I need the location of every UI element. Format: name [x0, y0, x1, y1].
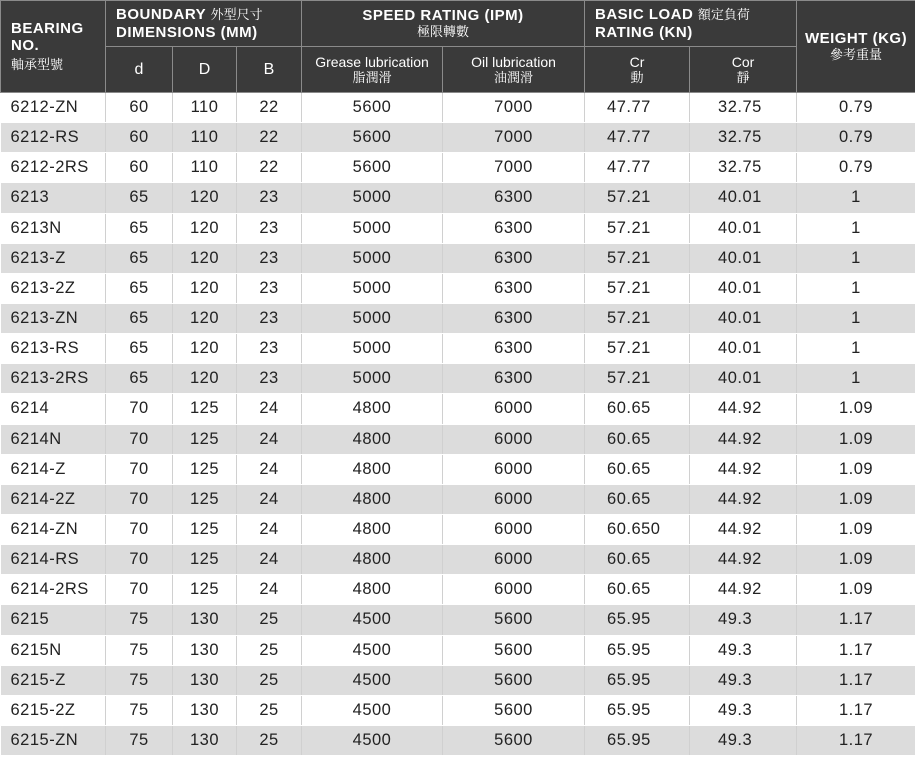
header-bearing-no-en: BEARING NO. [11, 20, 84, 54]
cell-bearing-no: 6215-Z [1, 665, 106, 695]
cell-grease-speed: 4800 [302, 575, 443, 605]
cell-static-load-cor: 49.3 [690, 635, 797, 665]
cell-dynamic-load-cr: 60.65 [585, 394, 690, 424]
cell-outer-diameter-D: 120 [173, 303, 237, 333]
header-bearing-no-zh: 軸承型號 [11, 57, 64, 72]
cell-static-load-cor: 40.01 [690, 303, 797, 333]
cell-outer-diameter-D: 120 [173, 213, 237, 243]
cell-bearing-no: 6215 [1, 605, 106, 635]
cell-dynamic-load-cr: 60.650 [585, 514, 690, 544]
cell-outer-diameter-D: 125 [173, 454, 237, 484]
cell-static-load-cor: 40.01 [690, 334, 797, 364]
cell-bore-d: 70 [106, 514, 173, 544]
cell-bearing-no: 6212-ZN [1, 93, 106, 123]
cell-width-B: 22 [237, 93, 302, 123]
cell-width-B: 24 [237, 484, 302, 514]
header-d: d [106, 47, 173, 93]
cell-weight: 1.09 [797, 545, 915, 575]
cell-static-load-cor: 40.01 [690, 213, 797, 243]
cell-grease-speed: 5600 [302, 123, 443, 153]
cell-outer-diameter-D: 120 [173, 243, 237, 273]
cell-grease-speed: 5000 [302, 273, 443, 303]
header-D: D [173, 47, 237, 93]
cell-grease-speed: 4800 [302, 514, 443, 544]
cell-width-B: 25 [237, 665, 302, 695]
cell-bearing-no: 6213-2RS [1, 364, 106, 394]
table-row [1, 545, 915, 575]
cell-oil-speed: 6300 [443, 364, 585, 394]
header-boundary-en1: BOUNDARY [116, 6, 207, 23]
cell-width-B: 22 [237, 153, 302, 183]
table-row [1, 665, 915, 695]
cell-static-load-cor: 44.92 [690, 575, 797, 605]
cell-weight: 0.79 [797, 93, 915, 123]
table-row [1, 273, 915, 303]
table-row [1, 334, 915, 364]
header-cor [690, 47, 797, 93]
table-row [1, 183, 915, 213]
cell-grease-speed: 5600 [302, 93, 443, 123]
cell-static-load-cor: 49.3 [690, 725, 797, 755]
cell-bearing-no: 6215-2Z [1, 695, 106, 725]
cell-bore-d: 60 [106, 153, 173, 183]
cell-width-B: 24 [237, 514, 302, 544]
cell-oil-speed: 5600 [443, 665, 585, 695]
cell-outer-diameter-D: 120 [173, 183, 237, 213]
cell-oil-speed: 5600 [443, 725, 585, 755]
cell-bore-d: 70 [106, 484, 173, 514]
cell-width-B: 23 [237, 364, 302, 394]
header-oil-zh: 油潤滑 [494, 69, 534, 85]
header-cor-en: Cor [731, 53, 755, 70]
header-cr-zh: 動 [630, 69, 644, 85]
cell-static-load-cor: 40.01 [690, 273, 797, 303]
cell-weight: 0.79 [797, 153, 915, 183]
cell-oil-speed: 6300 [443, 303, 585, 333]
header-speed-zh: 極限轉數 [417, 24, 470, 39]
cell-dynamic-load-cr: 47.77 [585, 93, 690, 123]
cell-dynamic-load-cr: 57.21 [585, 364, 690, 394]
table-row [1, 725, 915, 755]
cell-grease-speed: 4500 [302, 695, 443, 725]
cell-bore-d: 75 [106, 605, 173, 635]
header-load-en2: RATING (KN) [595, 24, 693, 41]
cell-grease-speed: 4800 [302, 454, 443, 484]
cell-weight: 1 [797, 303, 915, 333]
cell-static-load-cor: 40.01 [690, 364, 797, 394]
cell-dynamic-load-cr: 57.21 [585, 303, 690, 333]
cell-oil-speed: 6000 [443, 454, 585, 484]
cell-width-B: 24 [237, 454, 302, 484]
cell-bearing-no: 6214N [1, 424, 106, 454]
cell-width-B: 23 [237, 213, 302, 243]
cell-bore-d: 75 [106, 635, 173, 665]
cell-bearing-no: 6213-ZN [1, 303, 106, 333]
cell-outer-diameter-D: 125 [173, 484, 237, 514]
header-cor-zh: 靜 [736, 69, 750, 85]
cell-outer-diameter-D: 125 [173, 514, 237, 544]
cell-outer-diameter-D: 130 [173, 635, 237, 665]
cell-outer-diameter-D: 110 [173, 153, 237, 183]
cell-outer-diameter-D: 130 [173, 605, 237, 635]
cell-width-B: 25 [237, 725, 302, 755]
cell-bore-d: 65 [106, 364, 173, 394]
cell-oil-speed: 6000 [443, 575, 585, 605]
cell-dynamic-load-cr: 60.65 [585, 575, 690, 605]
table-row [1, 364, 915, 394]
cell-outer-diameter-D: 125 [173, 545, 237, 575]
table-body [1, 93, 915, 756]
cell-width-B: 24 [237, 424, 302, 454]
cell-bearing-no: 6212-2RS [1, 153, 106, 183]
cell-bore-d: 75 [106, 725, 173, 755]
header-weight [797, 1, 915, 93]
cell-oil-speed: 6000 [443, 545, 585, 575]
cell-bore-d: 75 [106, 695, 173, 725]
cell-oil-speed: 6300 [443, 334, 585, 364]
cell-static-load-cor: 49.3 [690, 695, 797, 725]
cell-dynamic-load-cr: 60.65 [585, 454, 690, 484]
cell-weight: 1.17 [797, 635, 915, 665]
header-speed [302, 1, 585, 47]
cell-weight: 1 [797, 273, 915, 303]
cell-grease-speed: 5000 [302, 303, 443, 333]
cell-dynamic-load-cr: 60.65 [585, 424, 690, 454]
table-row [1, 454, 915, 484]
cell-outer-diameter-D: 120 [173, 334, 237, 364]
cell-dynamic-load-cr: 65.95 [585, 695, 690, 725]
cell-bore-d: 65 [106, 243, 173, 273]
header-cr [585, 47, 690, 93]
cell-grease-speed: 5600 [302, 153, 443, 183]
cell-outer-diameter-D: 120 [173, 364, 237, 394]
cell-static-load-cor: 44.92 [690, 394, 797, 424]
cell-grease-speed: 4500 [302, 725, 443, 755]
header-boundary [106, 1, 302, 47]
cell-bore-d: 70 [106, 394, 173, 424]
cell-grease-speed: 5000 [302, 334, 443, 364]
cell-oil-speed: 6300 [443, 213, 585, 243]
cell-weight: 1 [797, 183, 915, 213]
header-weight-en: WEIGHT (KG) [804, 30, 908, 47]
table-row [1, 394, 915, 424]
header-grease-en: Grease lubrication [315, 53, 429, 70]
table-row [1, 93, 915, 123]
cell-weight: 1.17 [797, 665, 915, 695]
cell-oil-speed: 6300 [443, 183, 585, 213]
cell-width-B: 23 [237, 303, 302, 333]
cell-static-load-cor: 40.01 [690, 183, 797, 213]
cell-grease-speed: 4500 [302, 665, 443, 695]
cell-weight: 1 [797, 334, 915, 364]
header-load-en1: BASIC LOAD [595, 6, 694, 23]
header-grease [302, 47, 443, 93]
cell-dynamic-load-cr: 60.65 [585, 545, 690, 575]
cell-dynamic-load-cr: 57.21 [585, 183, 690, 213]
cell-dynamic-load-cr: 57.21 [585, 273, 690, 303]
cell-width-B: 23 [237, 334, 302, 364]
cell-bore-d: 60 [106, 93, 173, 123]
cell-dynamic-load-cr: 47.77 [585, 153, 690, 183]
table-row [1, 303, 915, 333]
table-row [1, 575, 915, 605]
cell-bore-d: 65 [106, 273, 173, 303]
cell-width-B: 24 [237, 575, 302, 605]
cell-bearing-no: 6214-RS [1, 545, 106, 575]
cell-oil-speed: 6000 [443, 484, 585, 514]
cell-weight: 1.09 [797, 575, 915, 605]
cell-weight: 1.09 [797, 424, 915, 454]
cell-outer-diameter-D: 125 [173, 424, 237, 454]
header-speed-en: SPEED RATING (IPM) [362, 7, 524, 24]
cell-dynamic-load-cr: 57.21 [585, 213, 690, 243]
table-row [1, 424, 915, 454]
table-row [1, 514, 915, 544]
cell-oil-speed: 7000 [443, 153, 585, 183]
cell-bearing-no: 6214-2Z [1, 484, 106, 514]
cell-bore-d: 70 [106, 454, 173, 484]
cell-static-load-cor: 49.3 [690, 665, 797, 695]
cell-bore-d: 60 [106, 123, 173, 153]
cell-oil-speed: 6000 [443, 394, 585, 424]
cell-weight: 1.17 [797, 695, 915, 725]
cell-static-load-cor: 49.3 [690, 605, 797, 635]
cell-outer-diameter-D: 130 [173, 665, 237, 695]
header-boundary-en2: DIMENSIONS (MM) [116, 24, 258, 41]
cell-static-load-cor: 32.75 [690, 93, 797, 123]
cell-bore-d: 65 [106, 334, 173, 364]
cell-width-B: 23 [237, 183, 302, 213]
cell-grease-speed: 5000 [302, 183, 443, 213]
cell-weight: 1.09 [797, 454, 915, 484]
cell-width-B: 24 [237, 394, 302, 424]
cell-bore-d: 65 [106, 303, 173, 333]
cell-oil-speed: 7000 [443, 123, 585, 153]
cell-dynamic-load-cr: 65.95 [585, 605, 690, 635]
cell-bearing-no: 6215N [1, 635, 106, 665]
cell-weight: 1.17 [797, 725, 915, 755]
cell-weight: 1 [797, 213, 915, 243]
cell-grease-speed: 4800 [302, 484, 443, 514]
cell-grease-speed: 5000 [302, 243, 443, 273]
cell-oil-speed: 6300 [443, 243, 585, 273]
cell-static-load-cor: 32.75 [690, 123, 797, 153]
cell-width-B: 25 [237, 605, 302, 635]
cell-bore-d: 70 [106, 545, 173, 575]
header-load-zh: 額定負荷 [697, 7, 750, 22]
table-row [1, 213, 915, 243]
header-cr-en: Cr [629, 53, 645, 70]
cell-oil-speed: 7000 [443, 93, 585, 123]
cell-static-load-cor: 44.92 [690, 424, 797, 454]
cell-bore-d: 70 [106, 575, 173, 605]
header-weight-zh: 參考重量 [830, 47, 883, 62]
cell-weight: 1 [797, 243, 915, 273]
table-header [1, 1, 915, 93]
cell-oil-speed: 5600 [443, 605, 585, 635]
cell-width-B: 23 [237, 243, 302, 273]
cell-weight: 1.09 [797, 514, 915, 544]
cell-dynamic-load-cr: 65.95 [585, 635, 690, 665]
cell-weight: 1.09 [797, 394, 915, 424]
cell-grease-speed: 5000 [302, 213, 443, 243]
cell-width-B: 22 [237, 123, 302, 153]
cell-weight: 1 [797, 364, 915, 394]
cell-bore-d: 75 [106, 665, 173, 695]
header-bearing-no [1, 1, 106, 93]
cell-bearing-no: 6215-ZN [1, 725, 106, 755]
cell-bearing-no: 6214-Z [1, 454, 106, 484]
header-load [585, 1, 797, 47]
cell-width-B: 23 [237, 273, 302, 303]
table-row [1, 695, 915, 725]
cell-static-load-cor: 44.92 [690, 545, 797, 575]
table-row [1, 484, 915, 514]
header-grease-zh: 脂潤滑 [352, 69, 392, 85]
cell-grease-speed: 4800 [302, 424, 443, 454]
cell-bearing-no: 6213-2Z [1, 273, 106, 303]
cell-bearing-no: 6213-Z [1, 243, 106, 273]
cell-bore-d: 65 [106, 213, 173, 243]
cell-weight: 1.17 [797, 605, 915, 635]
cell-bearing-no: 6214-ZN [1, 514, 106, 544]
table-row [1, 123, 915, 153]
header-boundary-zh: 外型尺寸 [210, 7, 263, 22]
cell-outer-diameter-D: 130 [173, 695, 237, 725]
cell-bearing-no: 6213-RS [1, 334, 106, 364]
table-row [1, 605, 915, 635]
cell-outer-diameter-D: 110 [173, 93, 237, 123]
cell-width-B: 25 [237, 695, 302, 725]
cell-bearing-no: 6212-RS [1, 123, 106, 153]
table-row [1, 635, 915, 665]
cell-outer-diameter-D: 125 [173, 394, 237, 424]
cell-grease-speed: 4800 [302, 394, 443, 424]
cell-grease-speed: 5000 [302, 364, 443, 394]
cell-bore-d: 70 [106, 424, 173, 454]
cell-grease-speed: 4800 [302, 545, 443, 575]
cell-static-load-cor: 32.75 [690, 153, 797, 183]
cell-dynamic-load-cr: 60.65 [585, 484, 690, 514]
cell-width-B: 25 [237, 635, 302, 665]
cell-outer-diameter-D: 120 [173, 273, 237, 303]
cell-dynamic-load-cr: 65.95 [585, 665, 690, 695]
cell-outer-diameter-D: 125 [173, 575, 237, 605]
cell-dynamic-load-cr: 65.95 [585, 725, 690, 755]
cell-static-load-cor: 44.92 [690, 514, 797, 544]
header-oil [443, 47, 585, 93]
cell-oil-speed: 6000 [443, 514, 585, 544]
table-row [1, 153, 915, 183]
cell-bearing-no: 6213N [1, 213, 106, 243]
cell-grease-speed: 4500 [302, 605, 443, 635]
cell-oil-speed: 6300 [443, 273, 585, 303]
cell-static-load-cor: 44.92 [690, 454, 797, 484]
cell-dynamic-load-cr: 57.21 [585, 243, 690, 273]
cell-oil-speed: 5600 [443, 695, 585, 725]
cell-bearing-no: 6214-2RS [1, 575, 106, 605]
cell-bearing-no: 6214 [1, 394, 106, 424]
cell-width-B: 24 [237, 545, 302, 575]
table-row [1, 243, 915, 273]
cell-static-load-cor: 40.01 [690, 243, 797, 273]
cell-bearing-no: 6213 [1, 183, 106, 213]
cell-outer-diameter-D: 130 [173, 725, 237, 755]
cell-dynamic-load-cr: 57.21 [585, 334, 690, 364]
cell-bore-d: 65 [106, 183, 173, 213]
cell-grease-speed: 4500 [302, 635, 443, 665]
cell-weight: 1.09 [797, 484, 915, 514]
cell-outer-diameter-D: 110 [173, 123, 237, 153]
cell-weight: 0.79 [797, 123, 915, 153]
cell-oil-speed: 5600 [443, 635, 585, 665]
header-B: B [237, 47, 302, 93]
cell-oil-speed: 6000 [443, 424, 585, 454]
header-oil-en: Oil lubrication [471, 53, 556, 70]
cell-dynamic-load-cr: 47.77 [585, 123, 690, 153]
cell-static-load-cor: 44.92 [690, 484, 797, 514]
